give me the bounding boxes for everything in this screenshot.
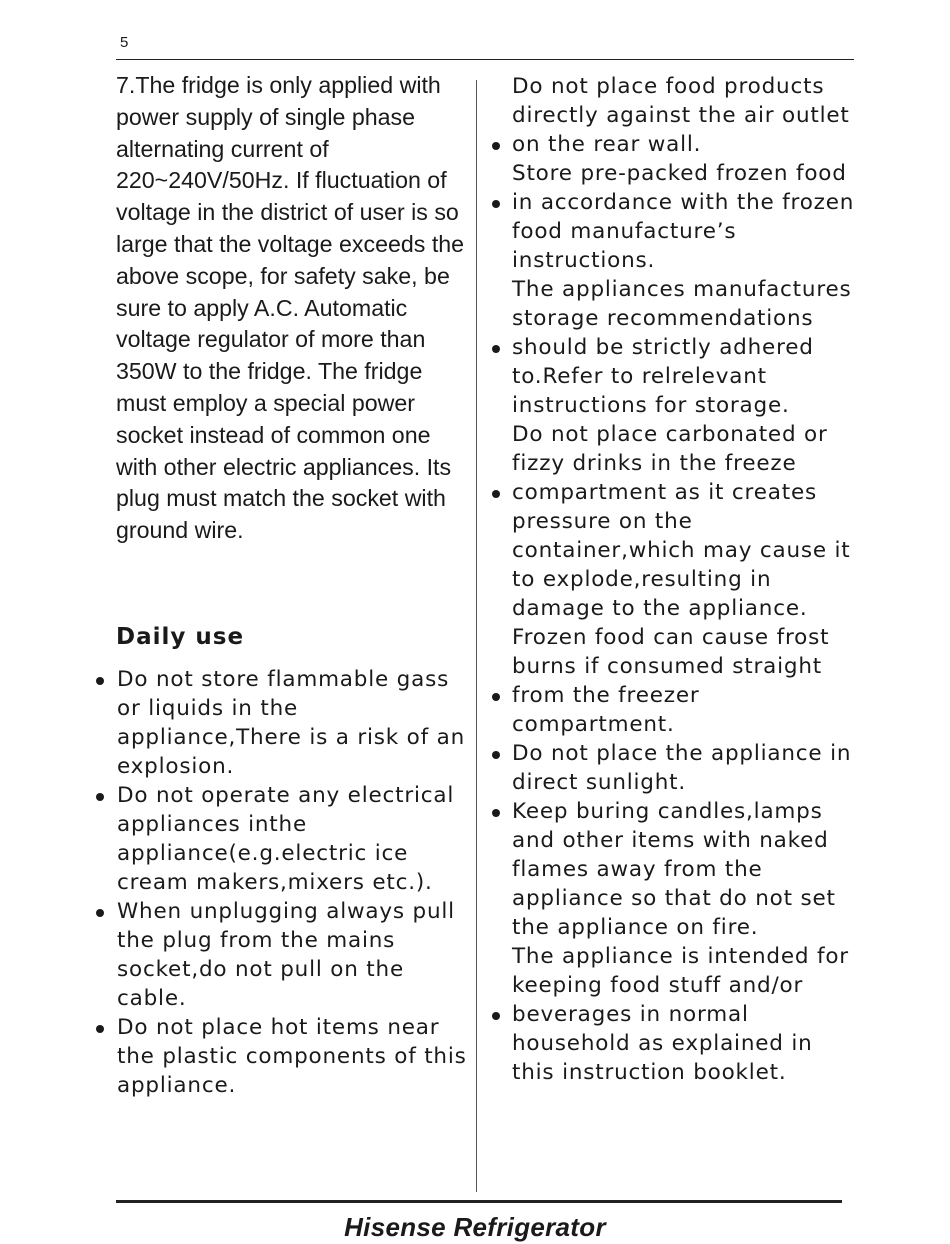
page-number: 5 (120, 34, 129, 51)
list-item: Do not place food products directly against the air outlet on the rear wall. (512, 72, 862, 159)
list-item: Do not store flammable gass or liquids in the appliance,There is a risk of an explosion. (117, 667, 465, 779)
footer-rule (116, 1200, 842, 1203)
left-bullet-list (117, 665, 467, 1100)
header-rule (116, 59, 854, 60)
list-item: Frozen food can cause frost burns if consumed straight from the freezer compartment. (512, 623, 862, 739)
list-item: Store pre-packed frozen food in accordance with the frozen food manufacture’s instructions. (512, 159, 862, 275)
list-item: The appliances manufactures storage recommendations should be strictly adhered to.Refer to relrelevant instructions for storage. (512, 275, 862, 420)
list-item: The appliance is intended for keeping food stuff and/or beverages in normal household as explained in this instruction booklet. (512, 942, 862, 1087)
footer-brand: Hisense Refrigerator (344, 1212, 606, 1242)
right-bullet-list (512, 72, 862, 1087)
list-item: Do not place carbonated or fizzy drinks in the freeze compartment as it creates pressure on the container,which may cause it to explode,resulting in damage to the appliance. (512, 420, 862, 623)
section-heading: Daily use (116, 624, 245, 650)
list-item: Do not place the appliance in direct sunlight. (512, 739, 862, 797)
intro-paragraph: 7.The fridge is only applied with power supply of single phase alternating current of 220~240V/50Hz. If fluctuation of voltage in the district of user is so large that the voltage exceeds the above scope, for safety sake, be sure to apply A.C. Automatic voltage regulator of more than 350W to the fridge. The fridge must employ a special power socket instead of common one with other electric appliances. Its plug must match the socket with ground wire. (116, 72, 465, 544)
list-item: Do not place hot items near the plastic components of this appliance. (117, 1015, 467, 1098)
list-item: When unplugging always pull the plug from the mains socket,do not pull on the cable. (117, 897, 467, 1013)
list-item: Do not operate any electrical appliances inthe appliance(e.g.electric ice cream makers,mixers etc.). (117, 781, 467, 897)
list-item: Keep buring candles,lamps and other items with naked flames away from the appliance so that do not set the appliance on fire. (512, 797, 862, 942)
column-divider (476, 80, 477, 1192)
